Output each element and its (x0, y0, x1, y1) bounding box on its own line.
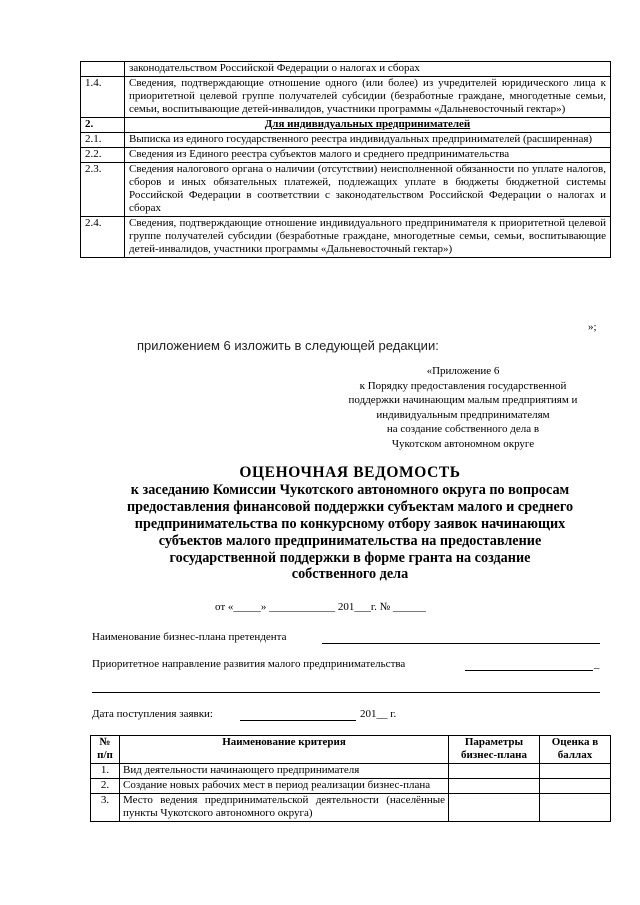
criteria-table (90, 735, 611, 822)
row-text: Сведения налогового органа о наличии (отсутствии) неисполненной обязанности по уплате налогов, сборов и иных обязательных платежей, подлежащих уплате в бюджеты бюджетной системы Российской Федерации в соответствии с законодательством Российской Федерации о налогах и сборах (125, 163, 611, 217)
title-line: к заседанию Комиссии Чукотского автономного округа по вопросам (130, 481, 570, 498)
header-name: Наименование критерия (120, 736, 449, 764)
row-text: Сведения, подтверждающие отношение индивидуального предпринимателя к приоритетной целевой группе получателей субсидии (безработные граждане, многодетные семьи, семьи, воспитывающие детей-инвалидов, участники программы «Дальневосточный гектар») (125, 217, 611, 258)
section-number: 2. (81, 118, 125, 133)
table-row (81, 217, 611, 258)
table-header-row (91, 736, 611, 764)
criterion-params-cell[interactable] (449, 764, 540, 779)
priority-direction-blank-2[interactable] (92, 692, 600, 693)
row-number: 2.2. (81, 148, 125, 163)
appendix-line: к Порядку предоставления государственной (359, 379, 567, 392)
date-number-line: от «_____» ____________ 201___г. № ______ (215, 601, 426, 613)
appendix-line: «Приложение 6 (426, 365, 500, 377)
criterion-name: Место ведения предпринимательской деятельности (населённые пункты Чукотского автономного округа) (120, 794, 449, 822)
row-text: законодательством Российской Федерации о налогах и сборах (125, 62, 611, 77)
criterion-number: 2. (91, 779, 120, 794)
table-row (91, 764, 611, 779)
title-line: субъектов малого предпринимательства на предоставление (158, 532, 542, 549)
criterion-number: 1. (91, 764, 120, 779)
table-row (81, 148, 611, 163)
criterion-number: 3. (91, 794, 120, 822)
appendix-line: индивидуальным предпринимателям (376, 408, 550, 421)
priority-direction-label: Приоритетное направление развития малого предпринимательства (92, 658, 406, 670)
table-row (81, 163, 611, 217)
table-row (91, 779, 611, 794)
appendix-line: поддержки начинающим малым предприятиям и (348, 394, 578, 406)
appendix-line: на создание собственного дела в (386, 423, 540, 435)
received-date-label: Дата поступления заявки: (92, 708, 213, 720)
received-date-blank[interactable] (240, 720, 356, 721)
title-line: предоставления финансовой поддержки субъектам малого и среднего (126, 498, 574, 515)
table-row (81, 62, 611, 77)
criterion-params-cell[interactable] (449, 794, 540, 822)
criterion-score-cell[interactable] (540, 764, 611, 779)
table-row (81, 77, 611, 118)
document-title (85, 465, 615, 583)
row-number: 2.4. (81, 217, 125, 258)
closing-quote: »; (588, 321, 597, 333)
criterion-name: Создание новых рабочих мест в период реализации бизнес-плана (120, 779, 449, 794)
row-number (81, 62, 125, 77)
header-score: Оценка в баллах (540, 736, 611, 764)
title-line: собственного дела (291, 566, 409, 583)
header-params: Параметры бизнес-плана (449, 736, 540, 764)
criterion-params-cell[interactable] (449, 779, 540, 794)
business-plan-label: Наименование бизнес-плана претендента (92, 631, 287, 643)
table-row (91, 794, 611, 822)
section-title: Для индивидуальных предпринимателей (125, 118, 611, 133)
appendix-line: Чукотском автономном округе (391, 437, 535, 450)
appendix-heading (318, 364, 608, 451)
priority-direction-blank[interactable] (465, 670, 593, 671)
section-row (81, 118, 611, 133)
header-num: № п/п (91, 736, 120, 764)
row-number: 2.3. (81, 163, 125, 217)
criterion-name: Вид деятельности начинающего предпринимателя (120, 764, 449, 779)
priority-direction-tail: _ (594, 658, 600, 670)
business-plan-blank[interactable] (322, 643, 600, 644)
intro-paragraph: приложением 6 изложить в следующей редакции: (137, 338, 439, 353)
title-line: государственной поддержки в форме гранта на создание (169, 549, 531, 566)
criterion-score-cell[interactable] (540, 779, 611, 794)
row-number: 2.1. (81, 133, 125, 148)
title-line: предпринимательства по конкурсному отбору заявок начинающих (134, 515, 566, 532)
title-main: ОЦЕНОЧНАЯ ВЕДОМОСТЬ (239, 464, 461, 481)
criterion-score-cell[interactable] (540, 794, 611, 822)
row-text: Сведения из Единого реестра субъектов малого и среднего предпринимательства (125, 148, 611, 163)
row-number: 1.4. (81, 77, 125, 118)
table-row (81, 133, 611, 148)
documents-table (80, 61, 611, 258)
row-text: Выписка из единого государственного реестра индивидуальных предпринимателей (расширенная) (125, 133, 611, 148)
row-text: Сведения, подтверждающие отношение одного (или более) из учредителей юридического лица к приоритетной целевой группе получателей субсидии (безработные граждане, многодетные семьи, семьи, воспитывающие детей-инвалидов, участники программы «Дальневосточный гектар») (125, 77, 611, 118)
received-year: 201__ г. (360, 708, 397, 720)
